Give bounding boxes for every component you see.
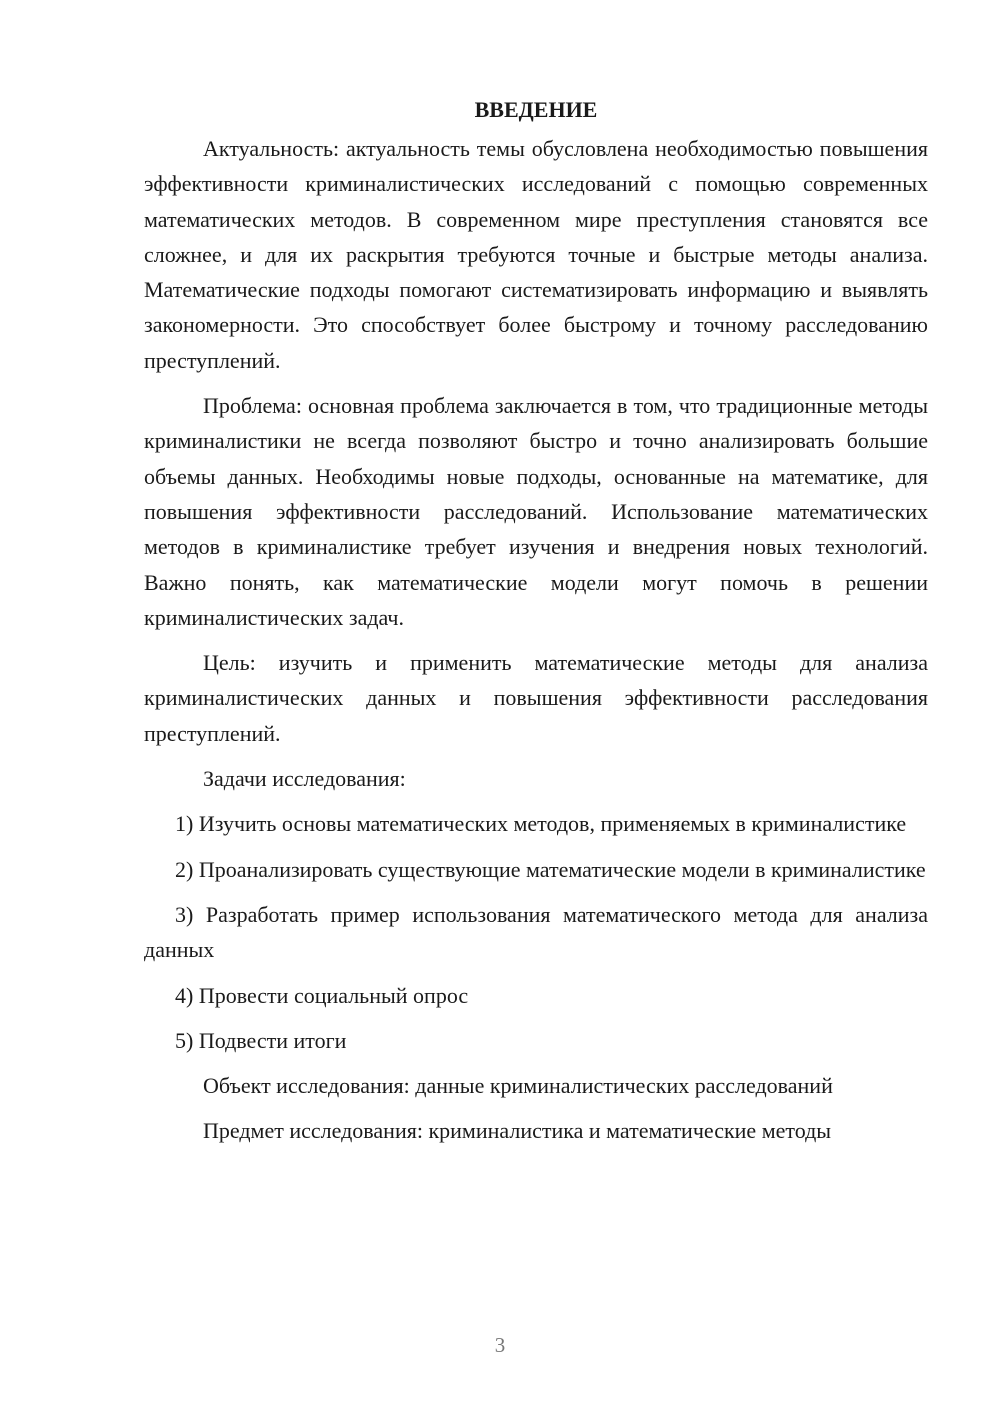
list-item: 1) Изучить основы математических методов, применяемых в криминалистике [175,811,907,837]
page-title: ВВЕДЕНИЕ [474,97,598,122]
relevance-paragraph: Актуальность: актуальность темы обусловлена необходимостью повышения эффективности криминалистических исследований с помощью современных математических методов. В современном мире преступления становятся все сложнее, и для их раскрытия требуются точные и быстрые методы анализа. Математические подходы помогают систематизировать информацию и выявлять закономерности. Это способствует более быстрому и точному расследованию преступлений. [144,136,928,373]
list-item: 2) Проанализировать существующие математические модели в криминалистике [175,856,926,882]
goal-paragraph: Цель: изучить и применить математические методы для анализа криминалистических данных и повышения эффективности расследования преступлений. [144,650,928,746]
list-item: 5) Подвести итоги [175,1027,347,1053]
document-page [144,92,928,1149]
object-paragraph: Объект исследования: данные криминалистических расследований [203,1073,833,1099]
list-item: 4) Провести социальный опрос [175,982,469,1008]
page-number: 3 [494,1333,506,1357]
tasks-list [144,806,928,1058]
problem-paragraph: Проблема: основная проблема заключается в том, что традиционные методы криминалистики не всегда позволяют быстро и точно анализировать большие объемы данных. Необходимы новые подходы, основанные на математике, для повышения эффективности расследований. Использование математических методов в криминалистике требует изучения и внедрения новых технологий. Важно понять, как математические модели могут помочь в решении криминалистических задач. [144,393,928,630]
subject-paragraph: Предмет исследования: криминалистика и математические методы [203,1118,832,1144]
tasks-heading: Задачи исследования: [203,766,406,792]
list-item: 3) Разработать пример использования математического метода для анализа данных [144,901,928,963]
